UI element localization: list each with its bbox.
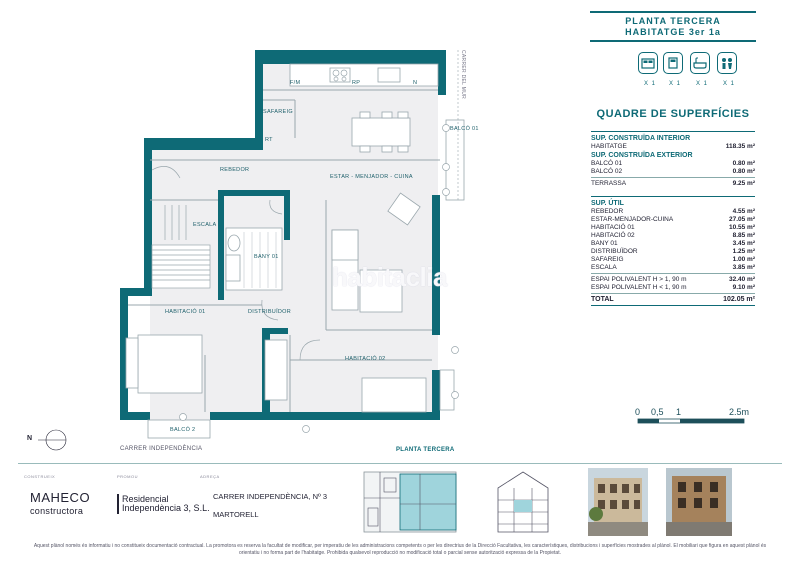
exterior-label: SUP. CONSTRUÏDA EXTERIOR xyxy=(591,152,693,159)
table-row: REBEDOR 4.55 m² xyxy=(591,208,755,215)
table-rule xyxy=(591,305,755,306)
plan-label-escala: ESCALA xyxy=(193,222,217,228)
brand-subtitle: constructora xyxy=(30,506,84,516)
util-label: SUP. ÚTIL xyxy=(591,200,624,207)
single-bed-count: X 1 xyxy=(669,81,682,87)
plan-label-rp: RP xyxy=(352,80,361,86)
toilet-icon xyxy=(717,52,737,74)
header-top-rule xyxy=(590,11,756,13)
plan-label-balco1: BALCÓ 01 xyxy=(450,126,479,132)
footer-top-rule xyxy=(18,463,782,464)
exterior-render-thumbnail-2 xyxy=(666,468,732,536)
table-row: HABITATGE 118.35 m² xyxy=(591,143,755,150)
table-rule xyxy=(591,196,755,197)
legal-notice: Aquest plànol només és informatiu i no constitueix documentació contractual. La promotora es reserva la facultat de modificar, per imperatiu de les administracions competents o per les directrius de la Direcció Facultativa, les característiques, distribucions i superfícies mostrades al plànol. El mobiliari que figura en aquest plànol és orientatiu i no forma part de l'habitatge. Prohibida qualsevol reproducció no modificació total o parcial sense autorització expressa de la Propietat. xyxy=(33,543,767,556)
plan-label-fm: F/M xyxy=(290,80,301,86)
table-row: HABITACIÓ 02 8.85 m² xyxy=(591,232,755,239)
floor-title: PLANTA TERCERA xyxy=(625,16,721,26)
north-label: N xyxy=(27,435,33,442)
interior-label: SUP. CONSTRUÏDA INTERIOR xyxy=(591,135,691,142)
plan-label-n: N xyxy=(413,80,418,86)
floor-plan xyxy=(0,0,480,460)
promoter-label: PROMOU xyxy=(117,474,138,479)
double-bed-icon xyxy=(638,52,658,74)
plan-label-distribuidor: DISTRIBUÏDOR xyxy=(248,309,292,315)
table-row: ESCALA 3.85 m² xyxy=(591,264,755,271)
table-rule xyxy=(591,293,755,294)
table-row: ESTAR-MENJADOR-CUINA 27.05 m² xyxy=(591,216,755,223)
address-line1: CARRER INDEPENDÈNCIA, Nº 3 xyxy=(213,492,328,501)
scale-tick-1: 0,5 xyxy=(651,407,664,417)
surfaces-title: QUADRE DE SUPERFÍCIES xyxy=(596,108,750,120)
promoter-bar xyxy=(117,494,119,514)
promoter-line2: Independència 3, S.L. xyxy=(122,503,210,513)
scale-tick-2: 1 xyxy=(676,407,682,417)
watermark: habitaclia xyxy=(332,262,447,292)
table-row: HABITACIÓ 01 10.55 m² xyxy=(591,224,755,231)
key-plan-thumbnail xyxy=(360,468,460,536)
table-row: BALCÓ 02 0.80 m² xyxy=(591,168,755,175)
section-thumbnail xyxy=(490,468,556,536)
total-row: TOTAL 102.05 m² xyxy=(591,296,755,303)
plan-label-hab2: HABITACIÓ 02 xyxy=(345,356,386,362)
plan-label-estar: ESTAR - MENJADOR - CUINA xyxy=(330,174,413,180)
table-row: BANY 01 3.45 m² xyxy=(591,240,755,247)
promoter-line1: Residencial xyxy=(122,494,169,504)
bathtub-count: X 1 xyxy=(696,81,709,87)
address-label: ADREÇA xyxy=(200,474,220,479)
table-row: ESPAI POLIVALENT H > 1, 90 m 32.40 m² xyxy=(591,276,755,283)
brand-logo: MAHECO xyxy=(30,490,91,505)
plan-label-balco2: BALCÓ 2 xyxy=(170,427,196,433)
plan-label-safareig: SAFAREIG xyxy=(263,109,293,115)
street-label-bottom: CARRER INDEPENDÈNCIA xyxy=(120,446,203,452)
single-bed-icon xyxy=(663,52,683,74)
table-row: BALCÓ 01 0.80 m² xyxy=(591,160,755,167)
address-line2: MARTORELL xyxy=(213,510,259,519)
table-row: ESPAI POLIVALENT H < 1, 90 m 9.10 m² xyxy=(591,284,755,291)
table-rule xyxy=(591,131,755,132)
table-rule xyxy=(591,177,755,178)
constructor-label: CONSTRUEIX xyxy=(24,474,56,479)
street-label-side: CARRER DEL MUR xyxy=(460,50,466,100)
table-rule xyxy=(591,273,755,274)
unit-title: HABITATGE 3er 1a xyxy=(625,27,721,37)
scale-tick-3: 2.5m xyxy=(729,407,750,417)
plan-floor-label: PLANTA TERCERA xyxy=(396,447,455,453)
table-row: TERRASSA 9.25 m² xyxy=(591,180,755,187)
bathtub-icon xyxy=(690,52,710,74)
scale-tick-0: 0 xyxy=(635,407,641,417)
plan-label-rt: RT xyxy=(265,137,273,143)
plan-label-rebedor: REBEDOR xyxy=(220,167,250,173)
table-row: SAFAREIG 1.00 m² xyxy=(591,256,755,263)
header-bottom-rule xyxy=(590,40,756,42)
table-row: DISTRIBUÏDOR 1.25 m² xyxy=(591,248,755,255)
double-bed-count: X 1 xyxy=(644,81,657,87)
surfaces-table xyxy=(591,130,755,308)
toilet-count: X 1 xyxy=(723,81,736,87)
exterior-render-thumbnail-1 xyxy=(588,468,648,536)
plan-label-bany: BANY 01 xyxy=(254,254,279,260)
plan-label-hab1: HABITACIÓ 01 xyxy=(165,309,206,315)
